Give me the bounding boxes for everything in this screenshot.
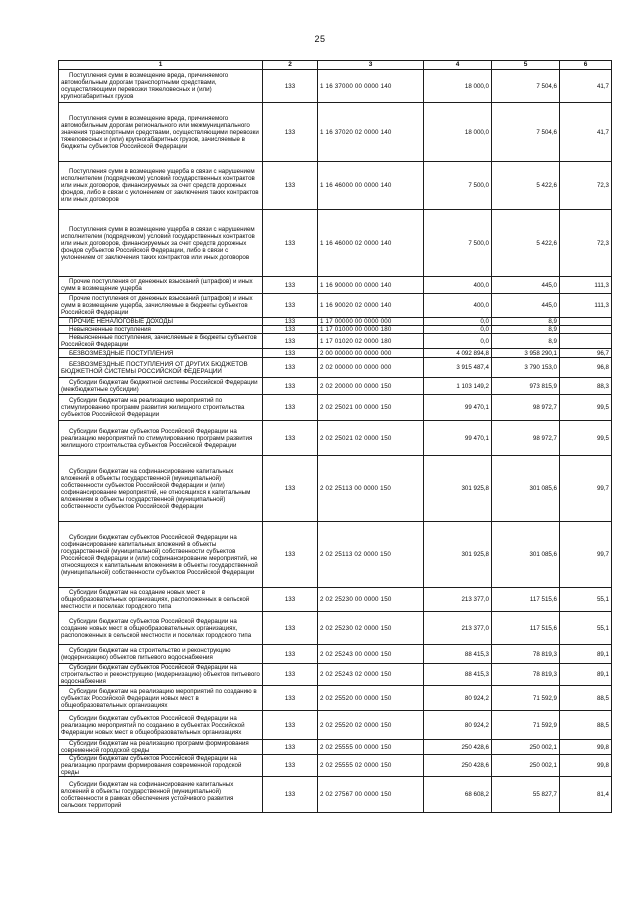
row-budget-code: 2 02 20000 00 0000 150 <box>318 378 424 395</box>
row-description-text: Поступления сумм в возмещение ущерба в связи с нарушением исполнителем (подрядчиком) условий государственных контрактов или иных договоров, финансируемых за счет средств дорожных фондов, либо в связи с уклонением от заключения таких контрактов или иных договоров <box>61 168 259 203</box>
row-planned-amount: 400,0 <box>424 277 492 294</box>
row-execution-percent: 96,8 <box>560 358 612 378</box>
row-admin-code: 133 <box>263 358 318 378</box>
row-execution-percent: 99,7 <box>560 456 612 522</box>
row-description <box>59 711 263 740</box>
row-description <box>59 294 263 318</box>
table-row <box>59 210 612 277</box>
row-actual-amount: 8,9 <box>492 334 560 349</box>
row-execution-percent: 88,3 <box>560 378 612 395</box>
row-planned-amount: 18 000,0 <box>424 103 492 162</box>
row-description <box>59 456 263 522</box>
column-header: 6 <box>560 61 612 70</box>
row-execution-percent: 89,1 <box>560 645 612 664</box>
row-description-text: ПРОЧИЕ НЕНАЛОГОВЫЕ ДОХОДЫ <box>69 318 173 325</box>
row-description-text: Прочие поступления от денежных взысканий (штрафов) и иных сумм в возмещение ущерба <box>61 278 253 292</box>
row-description <box>59 103 263 162</box>
row-execution-percent: 89,1 <box>560 664 612 686</box>
row-planned-amount: 99 470,1 <box>424 421 492 456</box>
row-budget-code: 2 02 25243 02 0000 150 <box>318 664 424 686</box>
page-number: 25 <box>314 34 326 44</box>
row-description <box>59 358 263 378</box>
row-budget-code: 2 02 25113 00 0000 150 <box>318 456 424 522</box>
row-execution-percent: 72,3 <box>560 210 612 277</box>
row-planned-amount: 250 428,6 <box>424 755 492 777</box>
row-description-text: Поступления сумм в возмещение ущерба в связи с нарушением исполнителем (подрядчиком) условий государственных контрактов или иных договоров, финансируемых за счет средств дорожных фондов субъектов Российской Федерации, либо в связи с уклонением от заключения таких контрактов или иных договоров <box>61 225 255 261</box>
table-row <box>59 318 612 326</box>
row-admin-code: 133 <box>263 277 318 294</box>
table-row <box>59 612 612 645</box>
row-actual-amount: 5 422,6 <box>492 162 560 210</box>
row-budget-code: 2 02 25520 02 0000 150 <box>318 711 424 740</box>
table-row <box>59 711 612 740</box>
row-budget-code: 2 00 00000 00 0000 000 <box>318 349 424 358</box>
row-budget-code: 1 17 00000 00 0000 000 <box>318 318 424 326</box>
row-description <box>59 645 263 664</box>
row-budget-code: 1 17 01000 00 0000 180 <box>318 326 424 334</box>
table-row <box>59 294 612 318</box>
row-planned-amount: 99 470,1 <box>424 395 492 421</box>
row-description-text: Субсидии бюджетам бюджетной системы Российской Федерации (межбюджетные субсидии) <box>61 379 258 393</box>
column-header: 2 <box>263 61 318 70</box>
row-planned-amount: 80 924,2 <box>424 686 492 711</box>
row-actual-amount: 5 422,6 <box>492 210 560 277</box>
row-planned-amount: 213 377,0 <box>424 588 492 612</box>
column-header: 5 <box>492 61 560 70</box>
row-execution-percent: 88,5 <box>560 711 612 740</box>
table-row <box>59 777 612 813</box>
row-budget-code: 1 16 37020 02 0000 140 <box>318 103 424 162</box>
row-planned-amount: 301 925,8 <box>424 522 492 588</box>
row-description-text: Прочие поступления от денежных взысканий (штрафов) и иных сумм в возмещение ущерба, зачисляемые в бюджеты субъектов Российской Федерации <box>61 295 253 316</box>
row-description-text: Поступления сумм в возмещение вреда, причиняемого автомобильным дорогам транспортными средствами, осуществляющими перевозки тяжеловесных и (или) крупногабаритных грузов <box>61 72 229 100</box>
table-header-row <box>59 61 612 70</box>
row-execution-percent: 99,7 <box>560 522 612 588</box>
row-planned-amount: 7 500,0 <box>424 162 492 210</box>
row-execution-percent: 99,8 <box>560 755 612 777</box>
row-admin-code: 133 <box>263 711 318 740</box>
row-description-text: Субсидии бюджетам субъектов Российской Федерации на создание новых мест в общеобразовательных организациях, расположенных в сельской местности и поселках городского типа <box>61 617 252 639</box>
row-execution-percent: 111,3 <box>560 294 612 318</box>
table-row <box>59 70 612 103</box>
row-budget-code: 1 17 01020 02 0000 180 <box>318 334 424 349</box>
row-execution-percent: 88,5 <box>560 686 612 711</box>
row-admin-code: 133 <box>263 777 318 813</box>
row-actual-amount: 71 592,9 <box>492 686 560 711</box>
table-row <box>59 277 612 294</box>
budget-revenue-table <box>58 60 612 813</box>
table-row <box>59 686 612 711</box>
row-actual-amount: 250 002,1 <box>492 755 560 777</box>
row-description-text: Субсидии бюджетам субъектов Российской Федерации на реализацию программ формирования современной городской среды <box>61 755 242 776</box>
row-admin-code: 133 <box>263 588 318 612</box>
row-execution-percent <box>560 334 612 349</box>
row-actual-amount: 445,0 <box>492 277 560 294</box>
row-description-text: БЕЗВОЗМЕЗДНЫЕ ПОСТУПЛЕНИЯ <box>69 349 174 357</box>
row-description <box>59 395 263 421</box>
row-actual-amount: 8,9 <box>492 326 560 334</box>
row-description-text: Субсидии бюджетам на софинансирование капитальных вложений в объекты государственной (муниципальной) собственности субъектов Российской Федерации и (или) софинансирование мероприятий, не относящихся к капитальным вложениям в объекты государственной (муниципальной) собственности субъектов Российской Федерации <box>61 467 251 510</box>
row-execution-percent: 55,1 <box>560 588 612 612</box>
row-actual-amount: 7 504,6 <box>492 70 560 103</box>
row-budget-code: 2 02 25230 02 0000 150 <box>318 612 424 645</box>
table-row <box>59 645 612 664</box>
row-description <box>59 777 263 813</box>
table-row <box>59 162 612 210</box>
row-actual-amount: 3 790 153,0 <box>492 358 560 378</box>
row-actual-amount: 301 085,6 <box>492 456 560 522</box>
row-admin-code: 133 <box>263 645 318 664</box>
row-actual-amount: 98 972,7 <box>492 395 560 421</box>
row-planned-amount: 0,0 <box>424 326 492 334</box>
row-admin-code: 133 <box>263 378 318 395</box>
row-admin-code: 133 <box>263 318 318 326</box>
row-description-text: Субсидии бюджетам на строительство и реконструкцию (модернизацию) объектов питьевого водоснабжения <box>61 647 231 661</box>
row-execution-percent: 41,7 <box>560 70 612 103</box>
row-budget-code: 1 16 90020 02 0000 140 <box>318 294 424 318</box>
row-budget-code: 1 16 90000 00 0000 140 <box>318 277 424 294</box>
row-admin-code: 133 <box>263 664 318 686</box>
row-budget-code: 2 02 25021 02 0000 150 <box>318 421 424 456</box>
table-row <box>59 421 612 456</box>
row-admin-code: 133 <box>263 210 318 277</box>
row-description <box>59 755 263 777</box>
row-description-text: Невыясненные поступления, зачисляемые в бюджеты субъектов Российской Федерации <box>61 334 257 348</box>
row-admin-code: 133 <box>263 395 318 421</box>
row-description <box>59 277 263 294</box>
row-admin-code: 133 <box>263 162 318 210</box>
row-planned-amount: 301 925,8 <box>424 456 492 522</box>
table-row <box>59 103 612 162</box>
column-header: 1 <box>59 61 263 70</box>
row-budget-code: 2 02 25230 00 0000 150 <box>318 588 424 612</box>
row-execution-percent <box>560 318 612 326</box>
row-description-text: Субсидии бюджетам субъектов Российской Федерации на софинансирование капитальных вложений в объекты государственной (муниципальной) собственности субъектов Российской Федерации и (или) софинансирование мероприятий, не относящихся к капитальным вложениям в объекты государственной (муниципальной) собственности субъектов Российской Федерации <box>61 533 258 576</box>
row-actual-amount: 98 972,7 <box>492 421 560 456</box>
row-execution-percent: 111,3 <box>560 277 612 294</box>
row-description <box>59 588 263 612</box>
row-planned-amount: 213 377,0 <box>424 612 492 645</box>
row-planned-amount: 250 428,6 <box>424 740 492 755</box>
table-row <box>59 378 612 395</box>
table-row <box>59 349 612 358</box>
row-planned-amount: 88 415,3 <box>424 645 492 664</box>
row-budget-code: 2 02 25243 00 0000 150 <box>318 645 424 664</box>
row-description-text: Поступления сумм в возмещение вреда, причиняемого автомобильным дорогам регионального или межмуниципального значения транспортными средствами, осуществляющими перевозки тяжеловесных и (или) крупногабаритных грузов, зачисляемые в бюджеты субъектов Российской Федерации <box>61 114 259 150</box>
row-description-text: Субсидии бюджетам на реализацию мероприятий по созданию в субъектах Российской Федерации новых мест в общеобразовательных организациях <box>61 687 257 709</box>
row-planned-amount: 18 000,0 <box>424 70 492 103</box>
column-header: 3 <box>318 61 424 70</box>
row-description <box>59 70 263 103</box>
row-execution-percent: 96,7 <box>560 349 612 358</box>
row-admin-code: 133 <box>263 70 318 103</box>
row-actual-amount: 8,9 <box>492 318 560 326</box>
row-actual-amount: 117 515,6 <box>492 588 560 612</box>
table-row <box>59 358 612 378</box>
row-admin-code: 133 <box>263 349 318 358</box>
row-actual-amount: 71 592,9 <box>492 711 560 740</box>
row-description-text: Субсидии бюджетам субъектов Российской Федерации на строительство и реконструкцию (модернизацию) объектов питьевого водоснабжения <box>61 664 260 685</box>
row-execution-percent <box>560 326 612 334</box>
row-description-text: Субсидии бюджетам субъектов Российской Федерации на реализацию мероприятий по стимулированию программ развития жилищного строительства субъектов Российской Федерации <box>61 427 253 449</box>
row-description-text: БЕЗВОЗМЕЗДНЫЕ ПОСТУПЛЕНИЯ ОТ ДРУГИХ БЮДЖЕТОВ БЮДЖЕТНОЙ СИСТЕМЫ РОССИЙСКОЙ ФЕДЕРАЦИИ <box>61 360 248 375</box>
row-admin-code: 133 <box>263 686 318 711</box>
row-description <box>59 421 263 456</box>
row-description <box>59 326 263 334</box>
row-budget-code: 1 16 46000 02 0000 140 <box>318 210 424 277</box>
row-planned-amount: 0,0 <box>424 318 492 326</box>
column-header: 4 <box>424 61 492 70</box>
table-row <box>59 755 612 777</box>
table-row <box>59 334 612 349</box>
row-description <box>59 378 263 395</box>
row-planned-amount: 4 092 894,8 <box>424 349 492 358</box>
row-execution-percent: 41,7 <box>560 103 612 162</box>
row-planned-amount: 400,0 <box>424 294 492 318</box>
row-admin-code: 133 <box>263 334 318 349</box>
row-admin-code: 133 <box>263 522 318 588</box>
row-actual-amount: 78 819,3 <box>492 664 560 686</box>
row-execution-percent: 81,4 <box>560 777 612 813</box>
row-budget-code: 2 02 25021 00 0000 150 <box>318 395 424 421</box>
row-description-text: Невыясненные поступления <box>69 326 151 333</box>
row-description <box>59 522 263 588</box>
row-admin-code: 133 <box>263 421 318 456</box>
row-execution-percent: 99,5 <box>560 421 612 456</box>
row-description-text: Субсидии бюджетам на софинансирование капитальных вложений в объекты государственной (муниципальной) собственности в рамках обеспечения устойчивого развития сельских территорий <box>61 780 234 809</box>
row-planned-amount: 3 915 487,4 <box>424 358 492 378</box>
row-actual-amount: 7 504,6 <box>492 103 560 162</box>
row-admin-code: 133 <box>263 740 318 755</box>
row-budget-code: 1 16 46000 00 0000 140 <box>318 162 424 210</box>
row-actual-amount: 117 515,6 <box>492 612 560 645</box>
row-planned-amount: 68 608,2 <box>424 777 492 813</box>
table-row <box>59 395 612 421</box>
row-execution-percent: 55,1 <box>560 612 612 645</box>
row-description <box>59 210 263 277</box>
row-execution-percent: 72,3 <box>560 162 612 210</box>
row-budget-code: 2 02 25555 02 0000 150 <box>318 755 424 777</box>
row-budget-code: 1 16 37000 00 0000 140 <box>318 70 424 103</box>
row-budget-code: 2 02 25555 00 0000 150 <box>318 740 424 755</box>
row-description <box>59 740 263 755</box>
table-row <box>59 522 612 588</box>
row-budget-code: 2 02 00000 00 0000 000 <box>318 358 424 378</box>
row-budget-code: 2 02 25113 02 0000 150 <box>318 522 424 588</box>
row-admin-code: 133 <box>263 755 318 777</box>
row-actual-amount: 250 002,1 <box>492 740 560 755</box>
row-description-text: Субсидии бюджетам на создание новых мест в общеобразовательных организациях, расположенных в сельской местности и поселках городского типа <box>61 589 250 610</box>
row-budget-code: 2 02 27567 00 0000 150 <box>318 777 424 813</box>
row-description-text: Субсидии бюджетам на реализацию программ формирования современной городской среды <box>61 740 249 754</box>
row-description <box>59 349 263 358</box>
table-row <box>59 740 612 755</box>
table-row <box>59 456 612 522</box>
row-actual-amount: 78 819,3 <box>492 645 560 664</box>
row-execution-percent: 99,5 <box>560 395 612 421</box>
row-admin-code: 133 <box>263 294 318 318</box>
table-row <box>59 326 612 334</box>
row-actual-amount: 301 085,6 <box>492 522 560 588</box>
row-description <box>59 686 263 711</box>
row-planned-amount: 80 924,2 <box>424 711 492 740</box>
row-admin-code: 133 <box>263 456 318 522</box>
table-row <box>59 664 612 686</box>
row-actual-amount: 55 827,7 <box>492 777 560 813</box>
row-actual-amount: 973 815,9 <box>492 378 560 395</box>
row-description <box>59 664 263 686</box>
row-admin-code: 133 <box>263 103 318 162</box>
row-planned-amount: 0,0 <box>424 334 492 349</box>
row-admin-code: 133 <box>263 612 318 645</box>
row-planned-amount: 7 500,0 <box>424 210 492 277</box>
row-description-text: Субсидии бюджетам на реализацию мероприятий по стимулированию программ развития жилищного строительства субъектов Российской Федерации <box>61 397 245 418</box>
row-actual-amount: 3 958 290,1 <box>492 349 560 358</box>
row-description <box>59 318 263 326</box>
table-row <box>59 588 612 612</box>
row-planned-amount: 1 103 149,2 <box>424 378 492 395</box>
row-description <box>59 334 263 349</box>
row-description <box>59 612 263 645</box>
row-admin-code: 133 <box>263 326 318 334</box>
row-actual-amount: 445,0 <box>492 294 560 318</box>
row-description <box>59 162 263 210</box>
row-budget-code: 2 02 25520 00 0000 150 <box>318 686 424 711</box>
row-description-text: Субсидии бюджетам субъектов Российской Федерации на реализацию мероприятий по созданию в субъектах Российской Федерации новых мест в общеобразовательных организациях <box>61 714 245 736</box>
row-execution-percent: 99,8 <box>560 740 612 755</box>
row-planned-amount: 88 415,3 <box>424 664 492 686</box>
